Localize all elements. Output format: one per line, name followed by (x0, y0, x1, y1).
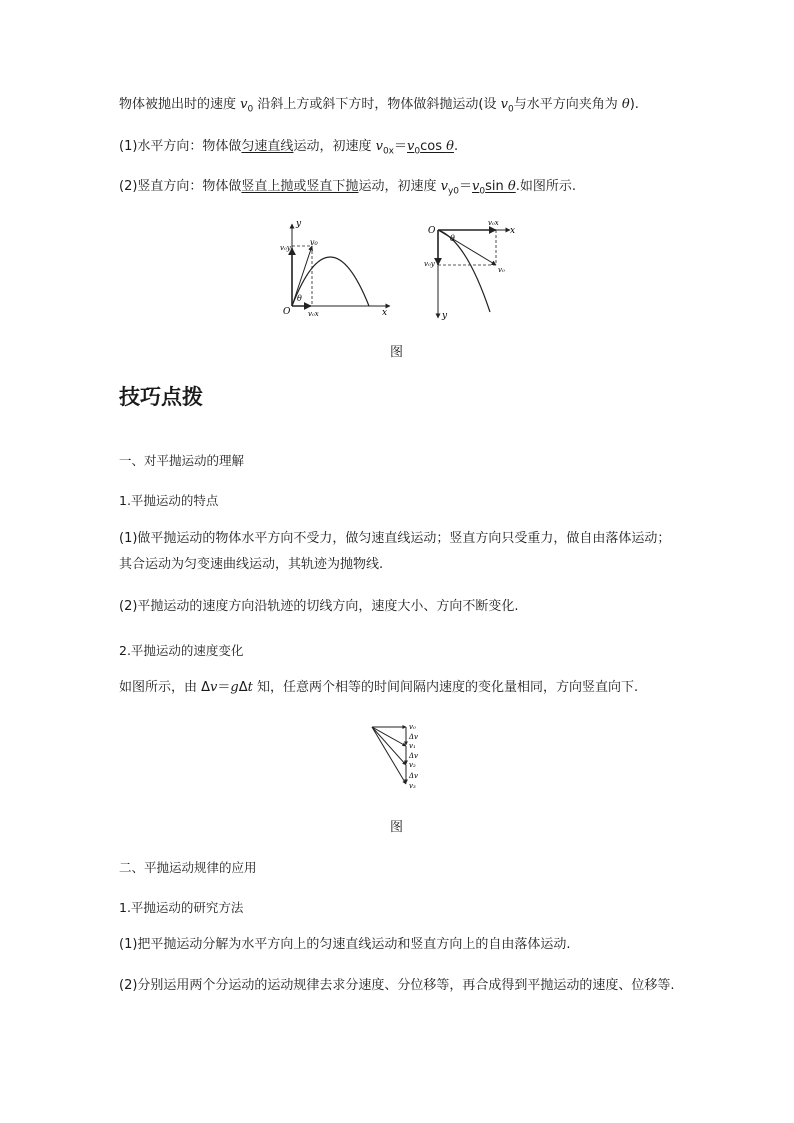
vertical-text: (2)竖直方向：物体做 (119, 179, 242, 194)
v0x-sub: 0x (382, 146, 395, 157)
label-y-right: y (442, 311, 448, 321)
theta-symbol: θ (507, 179, 516, 194)
v0-arrow-left (292, 246, 312, 306)
section1-title: 一、对平抛运动的理解 (119, 453, 245, 468)
horizontal-value-answer (407, 139, 454, 157)
section1-sub2: 2.平抛运动的速度变化 (119, 643, 244, 658)
p3-text: 如图所示，由 Δ (119, 680, 211, 695)
section1-p2: (2)平抛运动的速度方向沿轨迹的切线方向，速度大小、方向不断变化. (119, 599, 519, 614)
label-delta-v: Δv (409, 733, 419, 741)
upward-throw-diagram (280, 219, 390, 318)
figure2-caption: 图 (390, 820, 404, 835)
label-delta-v: Δv (409, 772, 419, 780)
intro-text: 与水平方向夹角为 (513, 97, 618, 112)
intro-text: 沿斜上方或斜下方时，物体做斜抛运动(设 (257, 97, 497, 112)
label-v1: v₁ (409, 742, 416, 750)
label-v0x-right: v₀x (488, 219, 499, 227)
intro-paragraph (119, 92, 679, 123)
delta-symbol: Δ (238, 680, 248, 695)
label-delta-v: Δv (409, 752, 419, 760)
vy0-sub: y0 (447, 186, 460, 197)
label-v0-left: v₀ (310, 238, 318, 247)
vy0-symbol: v (440, 179, 448, 194)
theta-symbol: θ (621, 97, 630, 112)
label-o-right: O (428, 226, 436, 236)
v2-vector (372, 727, 406, 765)
trajectory-right (438, 230, 490, 312)
label-v0x-left: v₀x (308, 310, 319, 318)
label-theta-left: θ (297, 294, 302, 303)
v-symbol: v (407, 139, 415, 154)
theta-symbol: θ (446, 139, 454, 154)
label-v0: v₀ (409, 723, 416, 731)
v-symbol: v (472, 179, 480, 194)
intro-text: 物体被抛出时的速度 (119, 97, 237, 112)
section2-title: 二、平抛运动规律的应用 (119, 860, 257, 875)
horizontal-text: . (453, 139, 459, 154)
label-v3: v₃ (409, 782, 416, 790)
sin-text: sin (485, 179, 508, 194)
horizontal-text: (1)水平方向：物体做 (119, 139, 242, 154)
equals-sign: ＝ (217, 680, 231, 695)
v-symbol: v (210, 680, 218, 695)
equals-sign: ＝ (394, 139, 408, 154)
g-symbol: g (230, 680, 239, 695)
label-x-left: x (382, 308, 388, 318)
t-symbol: t (247, 680, 253, 695)
velocity-change-figure (368, 720, 428, 794)
vertical-text: .如图所示. (515, 179, 576, 194)
p3-text: 知，任意两个相等的时间间隔内速度的变化量相同，方向竖直向下. (252, 680, 639, 695)
v-sub: 0 (479, 186, 486, 197)
label-y-left: y (296, 219, 302, 229)
v3-vector (372, 727, 406, 784)
v0-symbol: v (240, 97, 248, 112)
equals-sign: ＝ (459, 179, 473, 194)
vertical-value-answer (472, 179, 516, 197)
label-x-right: x (510, 226, 516, 236)
vertical-paragraph (119, 174, 679, 205)
section2-p1: (1)把平抛运动分解为水平方向上的匀速直线运动和竖直方向上的自由落体运动. (119, 937, 571, 952)
section2-p2: (2)分别运用两个分运动的运动规律去求分速度、分位移等，再合成得到平抛运动的速度、位移等. (119, 978, 675, 993)
label-v0y-right: v₀y (424, 260, 435, 268)
intro-text: ). (629, 97, 639, 112)
section-heading: 技巧点拨 (119, 385, 203, 409)
cos-text: cos (420, 139, 447, 154)
figure1-caption: 图 (390, 345, 404, 360)
section1-p3 (119, 675, 679, 701)
label-v0y-left: v₀y (280, 244, 291, 252)
horizontal-paragraph (119, 134, 679, 165)
section2-sub1: 1.平抛运动的研究方法 (119, 900, 244, 915)
horizontal-text: 运动，初速度 (293, 139, 372, 154)
oblique-projectile-figure (270, 212, 530, 324)
trajectory-left (292, 257, 369, 306)
label-theta-right: θ (450, 234, 455, 243)
vertical-text: 运动，初速度 (358, 179, 437, 194)
v-sub: 0 (414, 146, 421, 157)
label-o-left: O (283, 307, 291, 317)
downward-throw-diagram (424, 219, 515, 321)
vertical-motion-answer: 竖直上抛或竖直下抛 (241, 179, 359, 194)
section1-sub1: 1.平抛运动的特点 (119, 493, 219, 508)
label-v0-right: v₀ (498, 266, 505, 274)
v0x-symbol: v (375, 139, 383, 154)
label-v2: v₂ (409, 761, 416, 769)
v0-symbol: v (500, 97, 508, 112)
v0-sub: 0 (247, 104, 254, 115)
v0-sub: 0 (507, 104, 514, 115)
section1-p1: (1)做平抛运动的物体水平方向不受力，做匀速直线运动；竖直方向只受重力，做自由落体运动；其合运动为匀变速曲线运动，其轨迹为抛物线. (119, 531, 671, 572)
horizontal-motion-answer: 匀速直线 (241, 139, 294, 154)
